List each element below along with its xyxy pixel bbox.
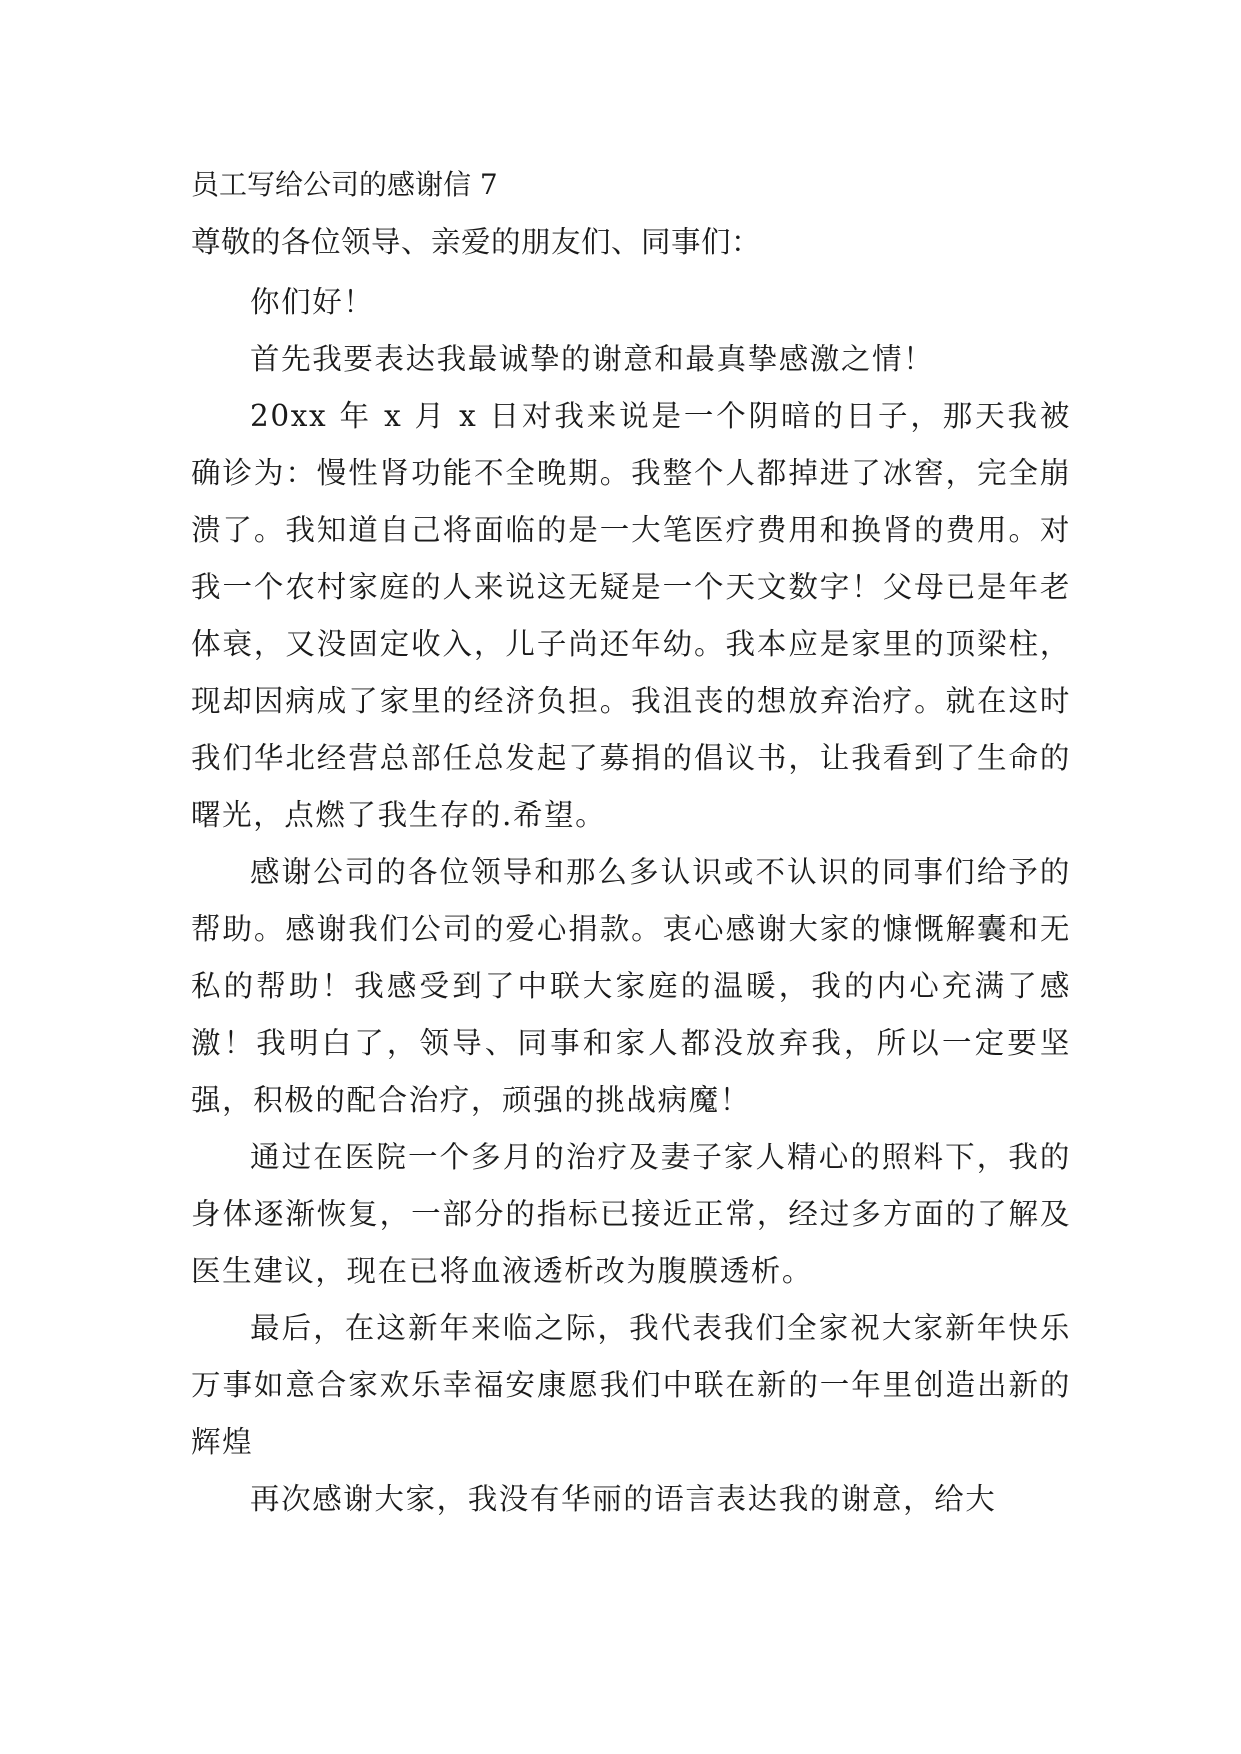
paragraph-thanks-intro: 首先我要表达我最诚挚的谢意和最真挚感激之情！ [250, 342, 935, 376]
paragraph-diagnosis: 20xx 年 x 月 x 日对我来说是一个阴暗的日子，那天我被确诊为：慢性肾功能不全晚期。我整个人都掉进了冰窖，完全崩溃了。我知道自己将面临的是一大笔医疗费用和换肾的费用。对我一个农村家庭的人来说这无疑是一个天文数字！父母已是年老体衰，又没固定收入，儿子尚还年幼。我本应是家里的顶梁柱，现却因病成了家里的经济负担。我沮丧的想放弃治疗。就在这时我们华北经营总部任总发起了募捐的倡议书，让我看到了生命的曙光，点燃了我生存的.希望。 [191, 399, 1071, 832]
paragraph-closing: 再次感谢大家，我没有华丽的语言表达我的谢意，给大 [250, 1482, 997, 1516]
paragraph-greeting: 你们好！ [250, 285, 375, 319]
letter-title: 员工写给公司的感谢信 7 [191, 168, 498, 201]
letter-body [191, 160, 1071, 1528]
paragraph-new-year: 最后，在这新年来临之际，我代表我们全家祝大家新年快乐万事如意合家欢乐幸福安康愿我们中联在新的一年里创造出新的辉煌 [191, 1311, 1071, 1459]
salutation: 尊敬的各位领导、亲爱的朋友们、同事们： [191, 225, 762, 259]
paragraph-gratitude: 感谢公司的各位领导和那么多认识或不认识的同事们给予的帮助。感谢我们公司的爱心捐款。衷心感谢大家的慷慨解囊和无私的帮助！我感受到了中联大家庭的温暖，我的内心充满了感激！我明白了，领导、同事和家人都没放弃我，所以一定要坚强，积极的配合治疗，顽强的挑战病魔！ [191, 855, 1071, 1117]
paragraph-recovery: 通过在医院一个多月的治疗及妻子家人精心的照料下，我的身体逐渐恢复，一部分的指标已接近正常，经过多方面的了解及医生建议，现在已将血液透析改为腹膜透析。 [191, 1140, 1071, 1288]
